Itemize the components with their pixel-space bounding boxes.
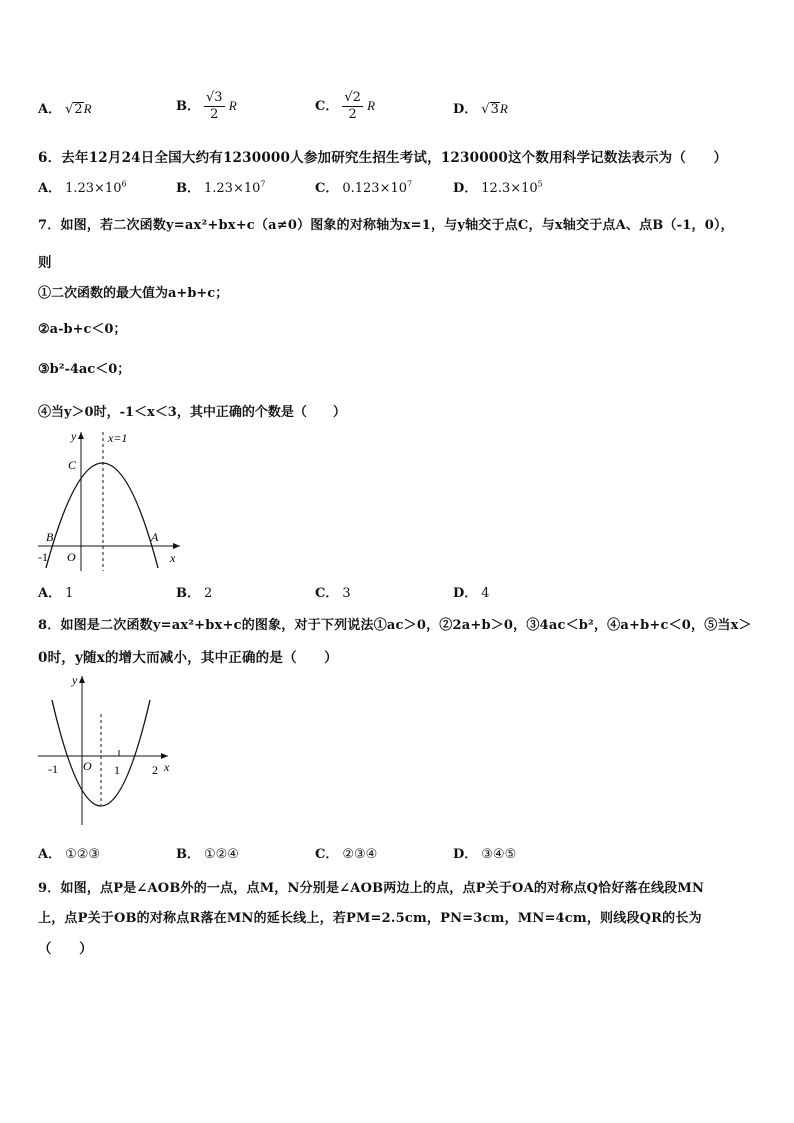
y-axis-arrow: [79, 676, 85, 683]
q5-option-d: D． √3R: [453, 101, 508, 117]
q7-option-c: [315, 582, 351, 601]
q8-option-a: [38, 843, 100, 862]
q7-statement-3: ③b²-4ac＜0；: [38, 362, 131, 377]
y-axis-arrow: [78, 432, 84, 439]
option-label: C．: [315, 847, 339, 862]
denominator: 2: [348, 107, 357, 122]
radicand: 3: [490, 102, 499, 117]
q8-option-b: [176, 843, 239, 862]
radicand: 2: [74, 102, 83, 117]
option-label: A．: [38, 102, 62, 117]
option-exponent: 5: [537, 179, 543, 189]
option-text: 3: [342, 586, 351, 601]
q5-option-b: [176, 90, 237, 123]
q5-option-a: A． √2R: [38, 101, 92, 117]
neg-one-label: -1: [48, 762, 58, 776]
option-text: ①②④: [204, 847, 239, 862]
q7-statement-2: ②a-b+c＜0；: [38, 322, 127, 337]
option-text: 1: [65, 586, 74, 601]
option-label: D．: [453, 181, 478, 196]
option-label: B．: [176, 586, 200, 601]
x-axis-label: x: [170, 551, 176, 565]
option-label: D．: [453, 586, 478, 601]
option-label: D．: [453, 102, 478, 117]
option-label: B．: [176, 847, 200, 862]
q8-option-d: [453, 843, 516, 862]
x-axis-arrow: [173, 543, 180, 549]
q7-statement-4: ④当y＞0时，-1＜x＜3，其中正确的个数是（ ）: [38, 405, 346, 420]
origin-label: O: [67, 550, 76, 564]
symmetry-axis-label: x=1: [108, 431, 128, 445]
q8-stem-line1: 8．如图是二次函数y=ax²+bx+c的图象，对于下列说法①ac＞0，②2a+b＞0，③4ac＜b²，④a+b+c＜0，⑤当x＞: [38, 618, 752, 633]
variable: R: [499, 101, 508, 116]
fraction: [204, 90, 225, 123]
q6-stem: 6．去年12月24日全国大约有1230000人参加研究生招生考试，1230000这个数用科学记数法表示为（ ）: [38, 150, 728, 166]
numerator: √2: [344, 90, 361, 105]
one-label: 1: [114, 763, 120, 777]
q7-option-d: [453, 582, 490, 601]
option-exponent: 7: [407, 179, 413, 189]
option-text: 2: [204, 586, 213, 601]
option-text: ②③④: [342, 847, 378, 862]
variable: R: [83, 101, 92, 116]
neg-one-label: -1: [38, 550, 48, 564]
option-label: A．: [38, 181, 62, 196]
x-axis-arrow: [161, 753, 168, 759]
q7-stem-line1: 7．如图，若二次函数y=ax²+bx+c（a≠0）图象的对称轴为x=1，与y轴交于点C，与x轴交于点A、点B（-1，0），: [38, 218, 734, 233]
option-label: C．: [315, 586, 339, 601]
q7-statement-1: ①二次函数的最大值为a+b+c；: [38, 286, 229, 301]
option-label: B．: [176, 99, 200, 114]
q5-option-c: [315, 90, 375, 123]
q6-option-d: [453, 177, 543, 196]
option-exponent: 6: [121, 179, 127, 189]
q7-parabola-graph: [34, 428, 186, 576]
option-exponent: 7: [260, 179, 266, 189]
point-a-label: A: [151, 530, 159, 544]
q8-option-c: [315, 843, 377, 862]
option-label: C．: [315, 99, 339, 114]
q9-stem-line1: 9．如图，点P是∠AOB外的一点，点M，N分别是∠AOB两边上的点，点P关于OA的对称点Q恰好落在线段MN: [38, 881, 705, 896]
q8-stem-line2: 0时，y随x的增大而减小，其中正确的是（ ）: [38, 650, 338, 666]
option-text: ③④⑤: [481, 847, 517, 862]
variable: R: [228, 98, 237, 113]
option-label: D．: [453, 847, 478, 862]
x-axis-label: x: [164, 760, 170, 774]
numerator: √3: [206, 90, 223, 105]
q7-stem-line2: 则: [38, 255, 52, 271]
option-label: A．: [38, 586, 62, 601]
option-text: ①②③: [65, 847, 101, 862]
q8-parabola-graph: [34, 670, 174, 830]
q7-option-b: [176, 582, 212, 601]
y-axis-label: y: [71, 429, 77, 443]
option-base: 12.3×10: [481, 181, 538, 196]
option-base: 0.123×10: [342, 181, 408, 196]
q6-option-c: [315, 177, 412, 196]
option-base: 1.23×10: [65, 181, 122, 196]
q6-option-b: [176, 177, 265, 196]
y-axis-label: y: [72, 673, 78, 687]
point-c-label: C: [68, 458, 77, 472]
q6-option-a: [38, 177, 127, 196]
option-label: A．: [38, 847, 62, 862]
q9-stem-line2: 上，点P关于OB的对称点R落在MN的延长线上，若PM=2.5cm，PN=3cm，MN=4cm，则线段QR的长为: [38, 911, 702, 926]
two-label: 2: [152, 763, 158, 777]
fraction: [342, 90, 363, 123]
option-base: 1.23×10: [204, 181, 261, 196]
variable: R: [367, 98, 376, 113]
denominator: 2: [210, 107, 219, 122]
q7-option-a: [38, 582, 73, 601]
option-label: C．: [315, 181, 339, 196]
parabola-curve: [46, 463, 158, 568]
origin-label: O: [83, 759, 92, 773]
q9-stem-line3: （ ）: [38, 941, 93, 957]
option-text: 4: [481, 586, 490, 601]
option-label: B．: [176, 181, 200, 196]
point-b-label: B: [46, 530, 54, 544]
